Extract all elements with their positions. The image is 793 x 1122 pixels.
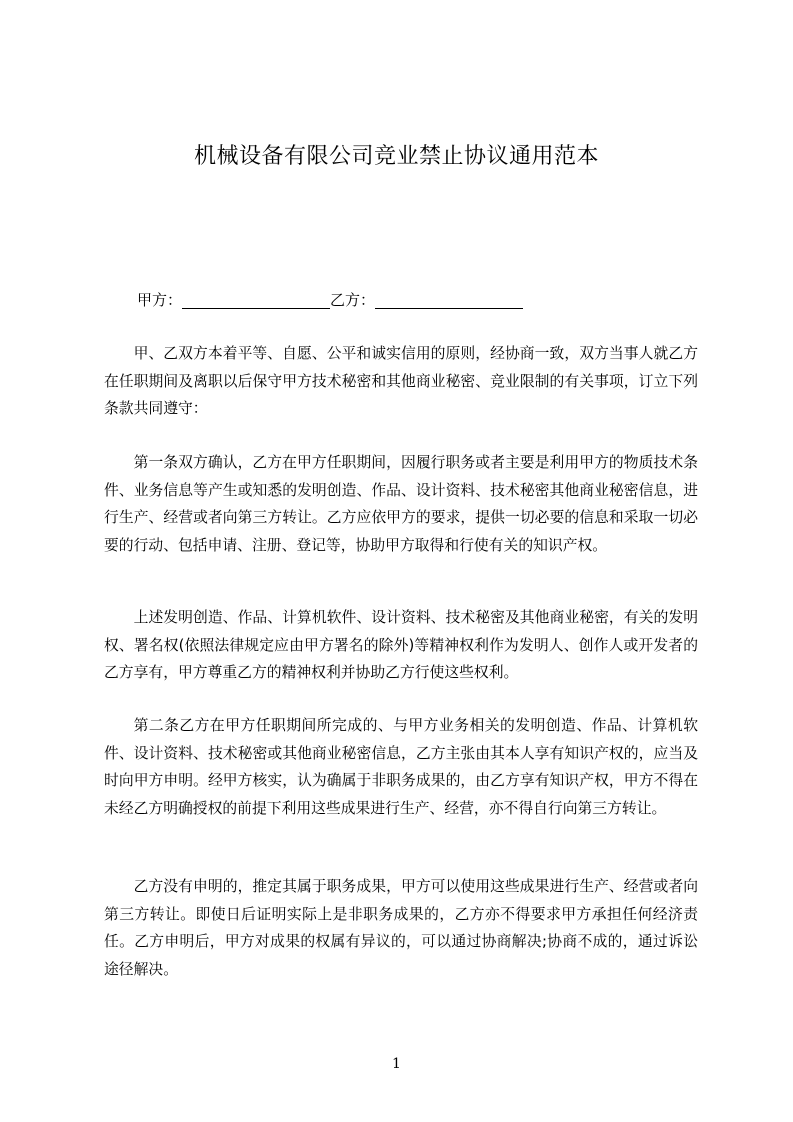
parties-line (137, 290, 523, 310)
party-a-blank (182, 292, 330, 309)
paragraph-moral-rights: 上述发明创造、作品、计算机软件、设计资料、技术秘密及其他商业秘密，有关的发明权、署名权(依照法律规定应由甲方署名的除外)等精神权利作为发明人、创作人或开发者的乙方享有，甲方尊重乙方的精神权利并协助乙方行使这些权利。 (104, 609, 698, 681)
paragraph-article-1: 第一条双方确认，乙方在甲方任职期间，因履行职务或者主要是利用甲方的物质技术条件、业务信息等产生或知悉的发明创造、作品、设计资料、技术秘密其他商业秘密信息，进行生产、经营或者向第三方转让。乙方应依甲方的要求，提供一切必要的信息和采取一切必要的行动、包括申请、注册、登记等，协助甲方取得和行使有关的知识产权。 (104, 454, 698, 554)
paragraph-article-2: 第二条乙方在甲方任职期间所完成的、与甲方业务相关的发明创造、作品、计算机软件、设计资料、技术秘密或其他商业秘密信息，乙方主张由其本人享有知识产权的，应当及时向甲方申明。经甲方核实，认为确属于非职务成果的，由乙方享有知识产权，甲方不得在未经乙方明确授权的前提下利用这些成果进行生产、经营，亦不得自行向第三方转让。 (104, 717, 698, 817)
paragraph-undeclared-results: 乙方没有申明的，推定其属于职务成果，甲方可以使用这些成果进行生产、经营或者向第三方转让。即使日后证明实际上是非职务成果的，乙方亦不得要求甲方承担任何经济责任。乙方申明后，甲方对成果的权属有异议的，可以通过协商解决;协商不成的，通过诉讼途径解决。 (104, 878, 698, 978)
party-a-label: 甲方： (137, 291, 183, 309)
page-number: 1 (392, 1056, 401, 1072)
document-title: 机械设备有限公司竞业禁止协议通用范本 (193, 144, 599, 169)
paragraph-preamble: 甲、乙双方本着平等、自愿、公平和诚实信用的原则，经协商一致，双方当事人就乙方在任职期间及离职以后保守甲方技术秘密和其他商业秘密、竞业限制的有关事项，订立下列条款共同遵守： (104, 345, 698, 417)
party-b-blank (375, 292, 523, 309)
party-b-label: 乙方： (330, 291, 376, 309)
